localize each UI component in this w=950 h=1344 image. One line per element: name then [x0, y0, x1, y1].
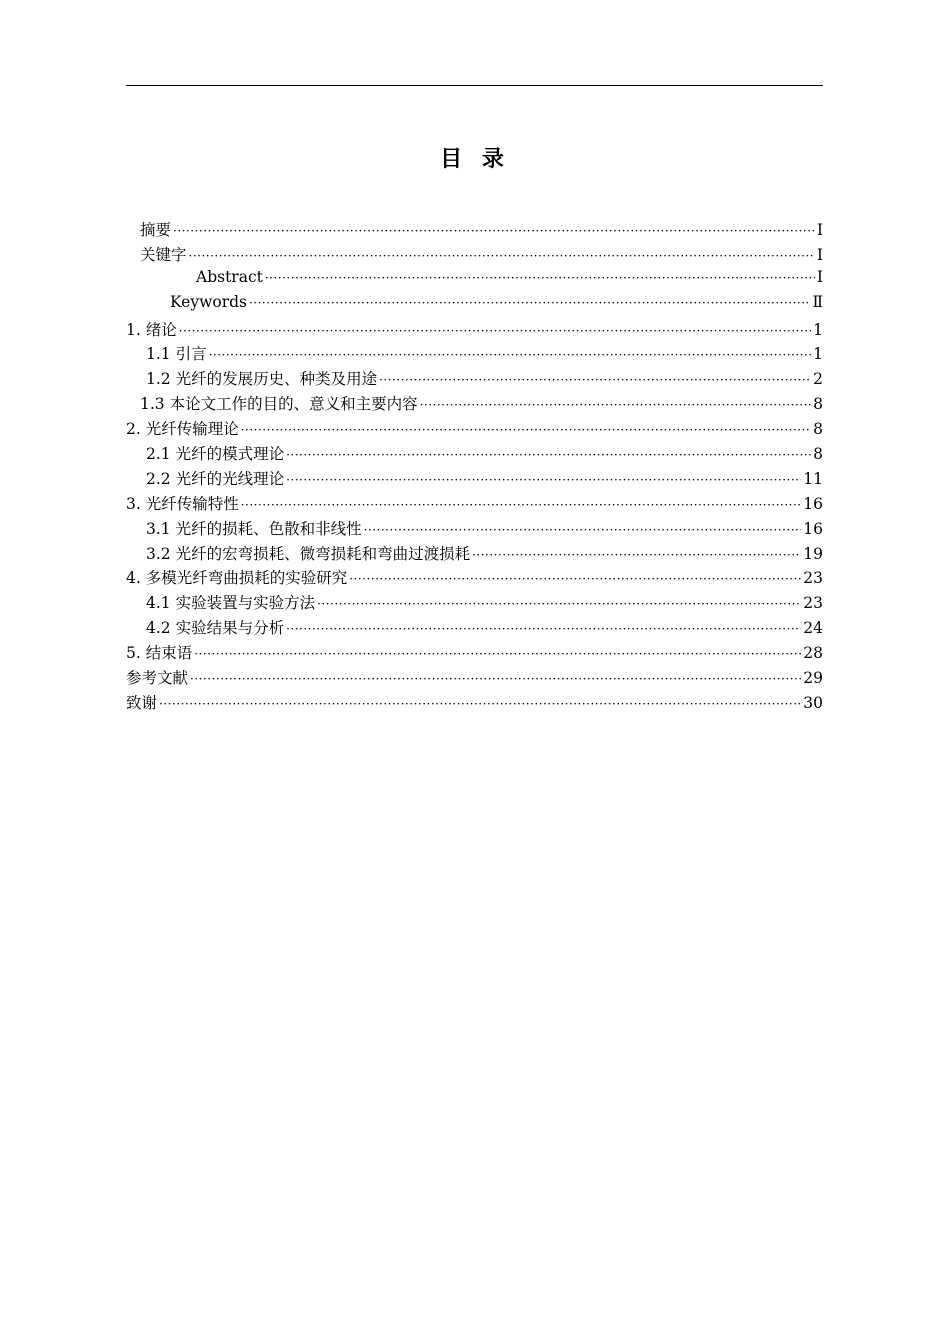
toc-entry[interactable]	[126, 442, 823, 467]
toc-dot-leader	[286, 448, 811, 462]
toc-entry-label: 1.3 本论文工作的目的、意义和主要内容	[140, 395, 418, 414]
toc-entry-label: 3. 光纤传输特性	[126, 494, 239, 513]
toc-entry-label: 致谢	[126, 693, 158, 712]
toc-dot-leader	[159, 697, 801, 711]
toc-entry[interactable]	[126, 542, 823, 567]
toc-entry-page: 30	[803, 693, 823, 712]
toc-entry-page: 8	[813, 420, 823, 439]
toc-entry-page: 8	[813, 395, 823, 414]
toc-entry-label: 4. 多模光纤弯曲损耗的实验研究	[126, 569, 348, 588]
toc-entry-page: Ⅱ	[812, 292, 823, 311]
toc-dot-leader	[472, 548, 801, 562]
toc-entry-label: 参考文献	[126, 669, 189, 688]
toc-entry-page: Ⅰ	[816, 245, 823, 264]
toc-dot-leader	[194, 647, 801, 661]
toc-entry-label: 2.1 光纤的模式理论	[146, 445, 285, 464]
toc-entry-page: 28	[803, 644, 823, 663]
toc-entry[interactable]	[126, 566, 823, 591]
toc-dot-leader	[209, 348, 812, 362]
toc-entry-page: 8	[813, 445, 823, 464]
toc-entry-label: 2. 光纤传输理论	[126, 420, 239, 439]
toc-dot-leader	[349, 572, 801, 586]
toc-entry[interactable]	[126, 666, 823, 691]
toc-entry-label: 3.2 光纤的宏弯损耗、微弯损耗和弯曲过渡损耗	[146, 544, 471, 563]
toc-entry-page: I	[816, 267, 823, 286]
toc-entry-page: 1	[813, 345, 823, 364]
toc-dot-leader	[364, 523, 802, 537]
toc-entry[interactable]	[126, 492, 823, 517]
toc-entry-page: 29	[803, 669, 823, 688]
toc-entry-page: 1	[813, 320, 823, 339]
toc-entry[interactable]	[126, 517, 823, 542]
toc-entry-label: 关键字	[140, 245, 187, 264]
toc-entry[interactable]	[126, 293, 823, 318]
toc-entry-label: 1.2 光纤的发展历史、种类及用途	[146, 370, 378, 389]
toc-entry[interactable]	[126, 318, 823, 343]
toc-dot-leader	[241, 423, 811, 437]
toc-dot-leader	[189, 249, 815, 263]
toc-dot-leader	[265, 271, 815, 285]
toc-entry[interactable]	[126, 616, 823, 641]
toc-entry[interactable]	[126, 243, 823, 268]
toc-entry[interactable]	[126, 467, 823, 492]
toc-entry-label: 摘要	[140, 221, 172, 239]
toc-entry[interactable]	[126, 342, 823, 367]
toc-entry-label: 1.1 引言	[146, 345, 207, 364]
toc-entry-label: Abstract	[196, 267, 263, 286]
toc-entry[interactable]	[126, 367, 823, 392]
toc-dot-leader	[420, 398, 812, 412]
toc-entry[interactable]	[126, 691, 823, 716]
toc-entry-label: 4.2 实验结果与分析	[146, 619, 285, 638]
toc-entry[interactable]	[126, 392, 823, 417]
toc-dot-leader	[286, 622, 801, 636]
toc-dot-leader	[179, 324, 811, 338]
page-title: 目 录	[440, 147, 510, 172]
toc-dot-leader	[379, 373, 811, 387]
toc-entry-page: 2	[813, 370, 823, 389]
toc-entry[interactable]	[126, 641, 823, 666]
toc-entry[interactable]	[126, 218, 823, 243]
toc-entry-page: Ⅰ	[816, 221, 823, 239]
toc-dot-leader	[190, 672, 801, 686]
toc-entry[interactable]	[126, 591, 823, 616]
toc-dot-leader	[286, 473, 801, 487]
toc-entry-label: 3.1 光纤的损耗、色散和非线性	[146, 519, 362, 538]
toc-entry-page: 19	[803, 544, 823, 563]
toc-entry-label: 5. 结束语	[126, 644, 193, 663]
toc-entry[interactable]	[126, 417, 823, 442]
toc-entry-page: 16	[803, 494, 823, 513]
toc-entry-page: 11	[803, 469, 823, 488]
toc-entry-label: 4.1 实验装置与实验方法	[146, 594, 316, 613]
toc-entry-label: 2.2 光纤的光线理论	[146, 469, 285, 488]
table-of-contents	[126, 218, 823, 716]
toc-entry[interactable]	[126, 268, 823, 293]
toc-entry-page: 16	[803, 519, 823, 538]
toc-dot-leader	[241, 498, 802, 512]
toc-entry-label: Keywords	[170, 292, 247, 311]
toc-dot-leader	[317, 597, 801, 611]
toc-entry-label: 1. 绪论	[126, 320, 177, 339]
toc-dot-leader	[249, 296, 810, 310]
header-rule	[126, 85, 823, 86]
toc-dot-leader	[173, 224, 815, 238]
toc-entry-page: 24	[803, 619, 823, 638]
toc-entry-page: 23	[803, 594, 823, 613]
toc-entry-page: 23	[803, 569, 823, 588]
